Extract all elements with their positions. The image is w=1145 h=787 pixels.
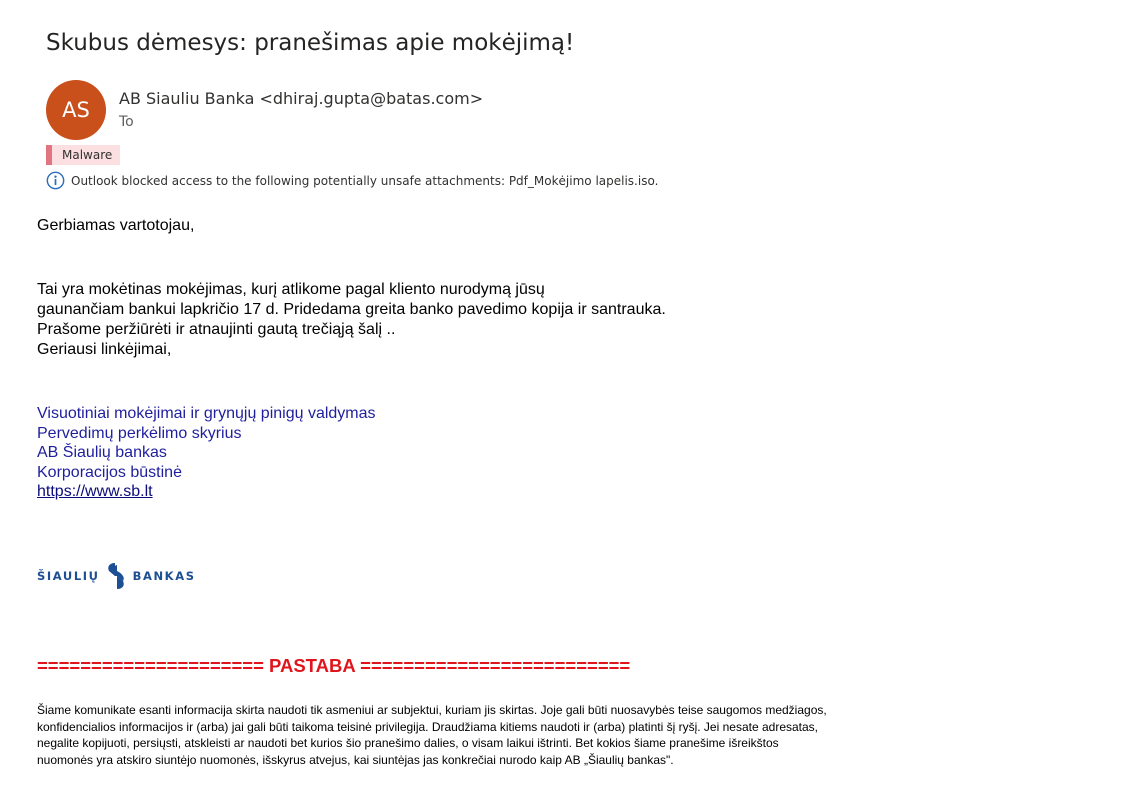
malware-tag-label: Malware: [62, 148, 113, 162]
signature-line: Pervedimų perkėlimo skyrius: [37, 424, 242, 442]
signature-line: Visuotiniai mokėjimai ir grynųjų pinigų valdymas: [37, 405, 376, 422]
body-line: Prašome peržiūrėti ir atnaujinti gautą trečiąją šalį ..: [37, 321, 396, 338]
body-line: Tai yra mokėtinas mokėjimas, kurį atlikome pagal kliento nurodymą jūsų: [37, 281, 545, 298]
body-paragraph: [37, 280, 666, 360]
malware-tag: [46, 145, 120, 165]
logo-text-right: BANKAS: [132, 569, 196, 583]
signature-line: AB Šiaulių bankas: [37, 444, 167, 461]
disclaimer-line: Šiame komunikate esanti informacija skirta naudoti tik asmeniui ar subjektui, kuriam jis skirtas. Joje gali būti nuosavybės teise saugomos medžiagos,: [37, 703, 827, 717]
body-greeting: Gerbiamas vartotojau,: [37, 217, 195, 234]
recipient-label[interactable]: To: [119, 114, 134, 130]
avatar-initials: AS: [62, 98, 90, 122]
signature-line: Korporacijos būstinė: [37, 463, 182, 481]
blocked-attachment-infobar: [46, 171, 658, 190]
logo-text-left: ŠIAULIŲ: [37, 569, 100, 583]
email-subject: Skubus dėmesys: pranešimas apie mokėjimą!: [46, 30, 575, 56]
info-icon: [46, 171, 65, 190]
signature-block: [37, 404, 376, 502]
disclaimer-line: konfidencialios informacijos ir (arba) jai gali būti taikoma teisinė privilegija. Draudžiama kitiems naudoti ir (arba) platinti šį ryšį. Jei nesate adresatas,: [37, 719, 819, 734]
body-line: Geriausi linkėjimai,: [37, 341, 172, 358]
bank-website-link[interactable]: https://www.sb.lt: [37, 483, 153, 500]
body-line: gaunančiam bankui lapkričio 17 d. Pridedama greita banko pavedimo kopija ir santrauka.: [37, 301, 666, 318]
bank-logo: [37, 562, 196, 590]
disclaimer-line: negalite kopijuoti, persiųsti, atskleisti ar naudoti bet kurios šio pranešimo dalies, o visam laikui ištrinti. Bet kokios šiame pranešime išreikštos: [37, 736, 779, 750]
sender-avatar[interactable]: [46, 80, 106, 140]
sender-name[interactable]: AB Siauliu Banka <dhiraj.gupta@batas.com>: [119, 89, 484, 108]
info-message: Outlook blocked access to the following potentially unsafe attachments: Pdf_Mokėjimo lapelis.iso.: [71, 173, 659, 188]
disclaimer-line: nuomonės yra atskiro siuntėjo nuomonės, išskyrus atvejus, kai siuntėjas jas konkrečiai nurodo kaip AB „Šiaulių bankas".: [37, 752, 674, 767]
legal-disclaimer: [37, 702, 937, 768]
notice-heading: ===================== PASTABA =========================: [37, 655, 631, 676]
bank-logo-icon: [106, 562, 126, 590]
